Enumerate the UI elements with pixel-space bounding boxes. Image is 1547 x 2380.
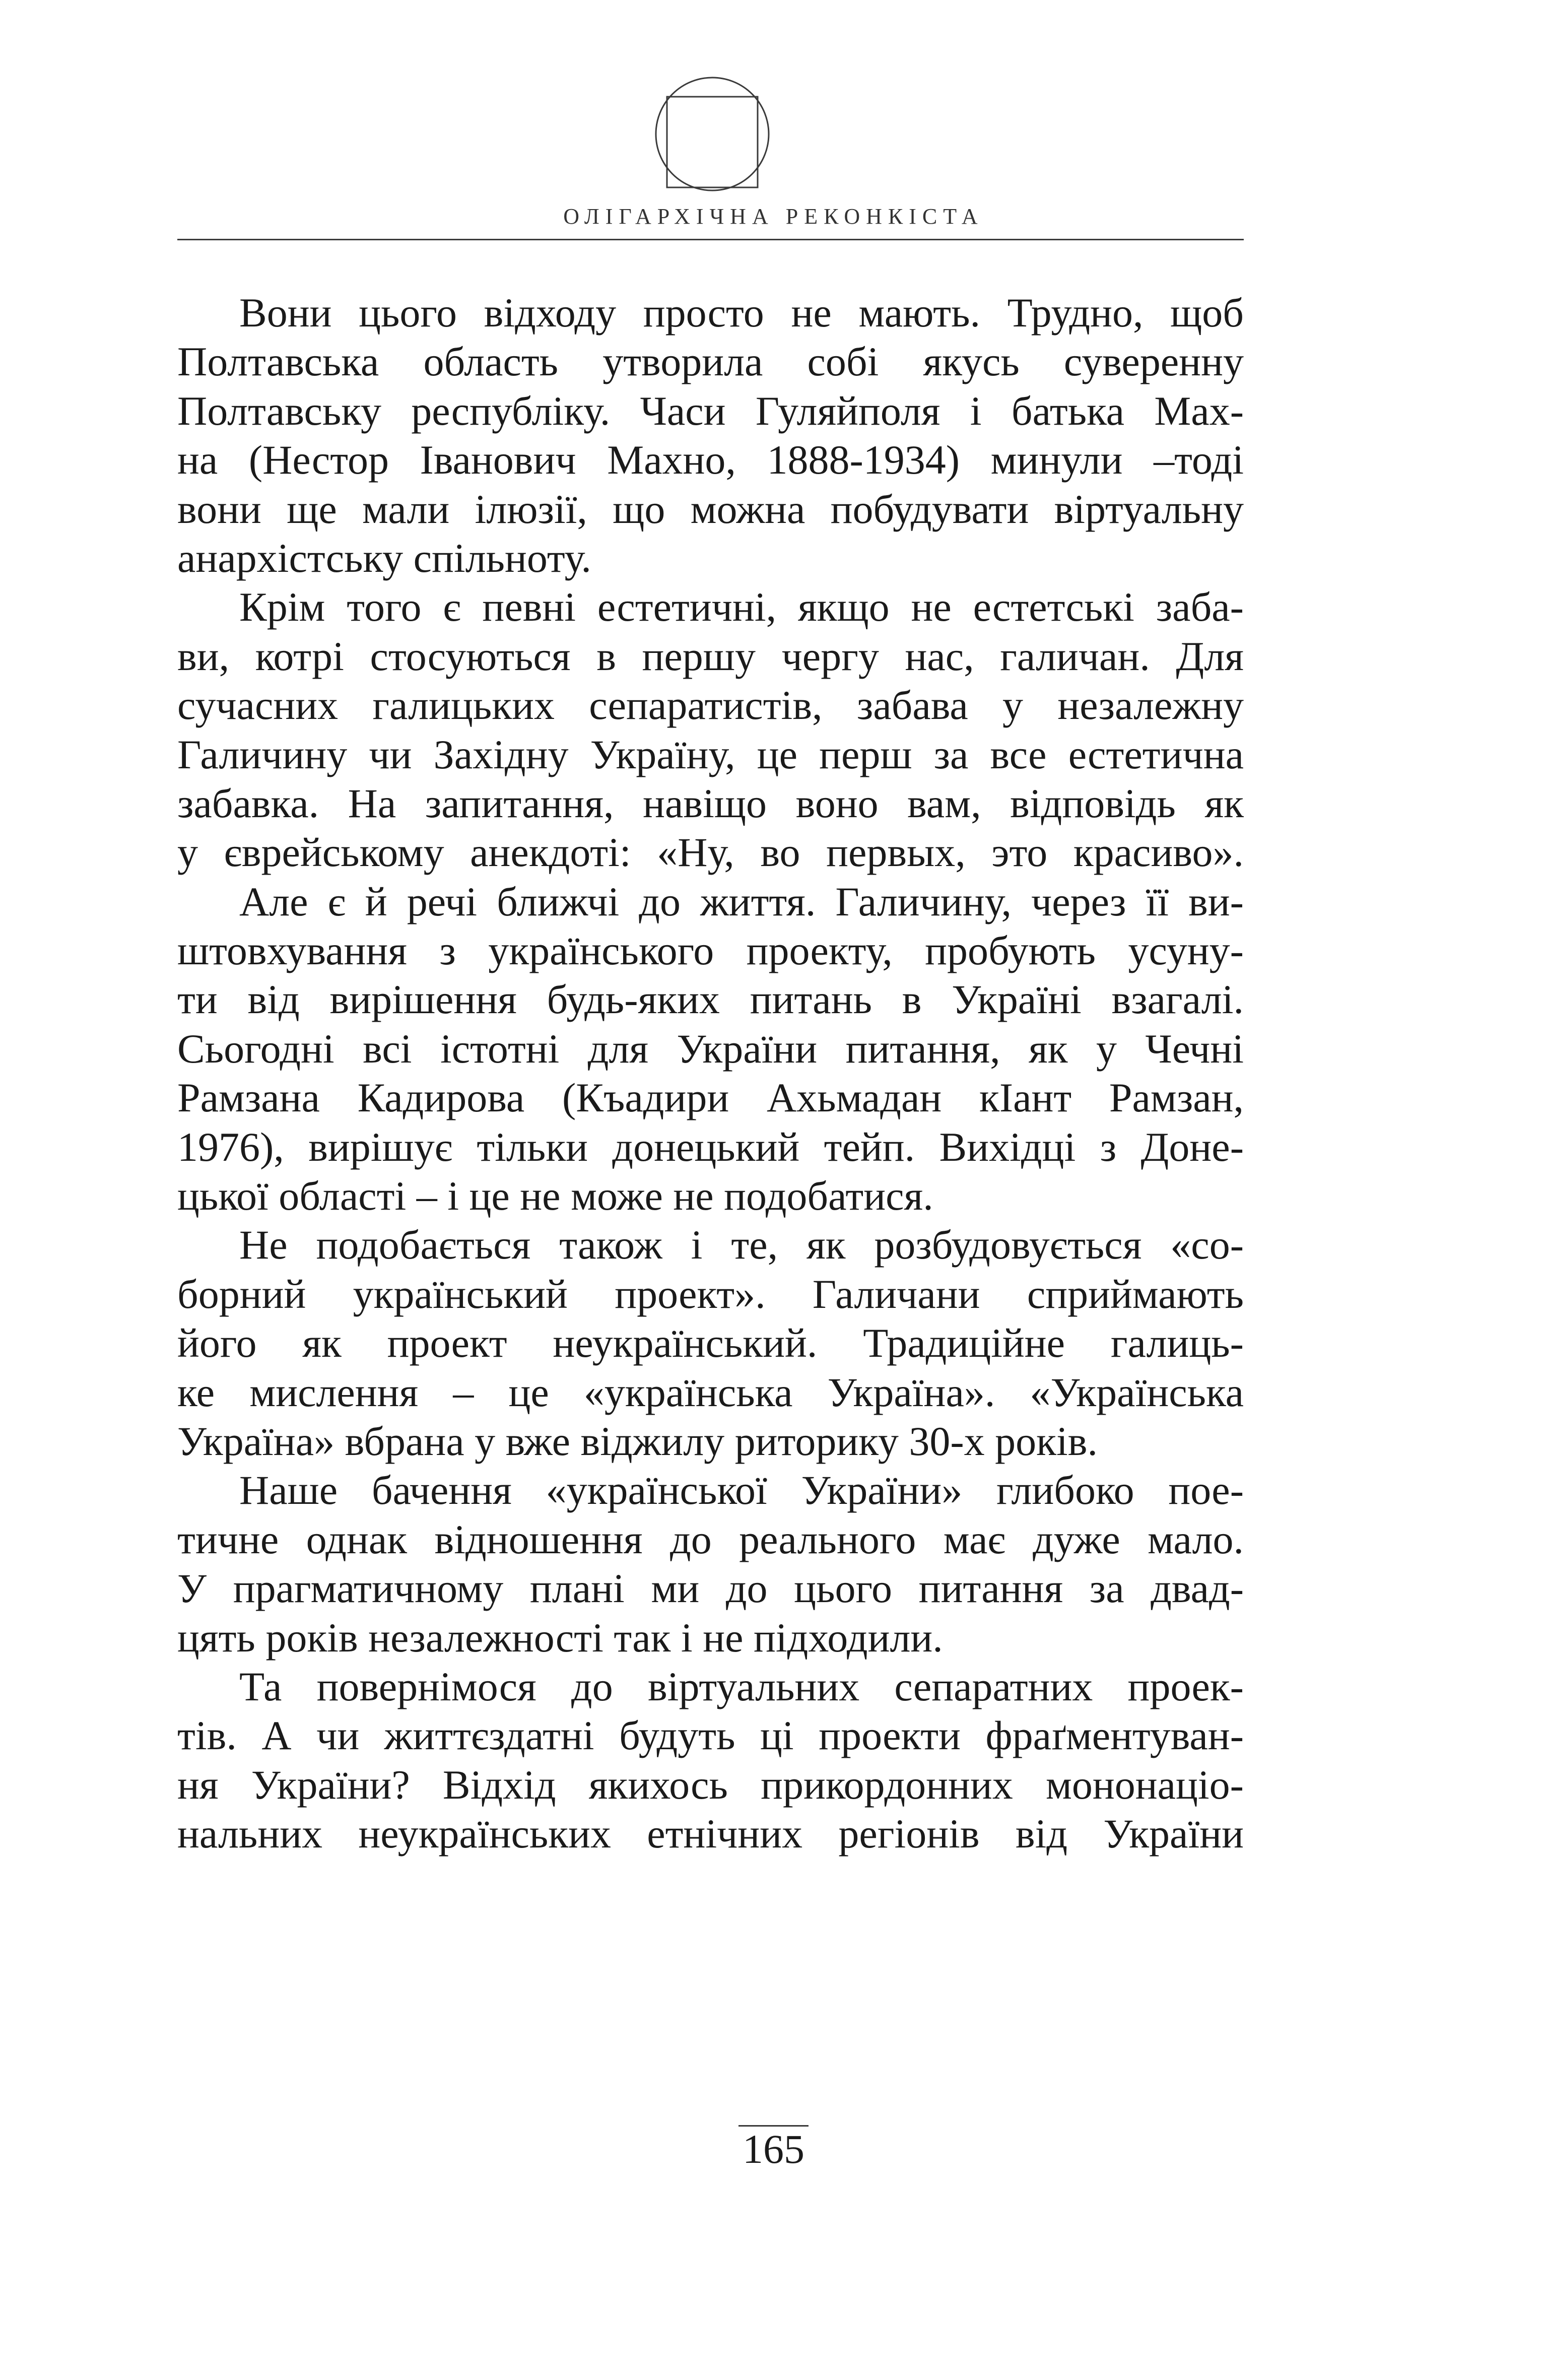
text-line: забавка. На запитання, навіщо воно вам, відповідь як [177, 780, 1244, 826]
circle-square-emblem-icon [654, 76, 771, 192]
text-line: Та повернімося до віртуальних сепаратних проек- [239, 1663, 1244, 1709]
text-line: цять років незалежності так і не підходили. [177, 1614, 943, 1661]
text-line: ти від вирішення будь-яких питань в Україні взагалі. [177, 976, 1244, 1023]
text-line: анархістську спільноту. [177, 535, 591, 581]
text-line: Галичину чи Західну Україну, це перш за все естетична [177, 731, 1244, 777]
text-line: Полтавську республіку. Часи Гуляйполя і батька Мах- [177, 387, 1244, 434]
text-line: Наше бачення «української України» глибоко пое- [239, 1467, 1244, 1513]
text-line: Рамзана Кадирова (Къадири Ахьмадан кІант Рамзан, [177, 1075, 1244, 1121]
body-text [177, 288, 1244, 1859]
text-line: Крім того є певні естетичні, якщо не естетські заба- [239, 584, 1244, 630]
text-line: штовхування з українського проекту, пробують усуну- [177, 928, 1244, 974]
running-title: ОЛІГАРХІЧНА РЕКОНКІСТА [563, 204, 984, 229]
text-line: Не подобається також і те, як розбудовується «со- [239, 1222, 1244, 1268]
text-line: сучасних галицьких сепаратистів, забава у незалежну [177, 682, 1244, 729]
text-line: ня України? Відхід якихось прикордонних мононаціо- [177, 1761, 1244, 1808]
text-line: нальних неукраїнських етнічних регіонів від України [177, 1811, 1244, 1857]
text-line: Сьогодні всі істотні для України питання, як у Чечні [177, 1025, 1244, 1072]
text-line: Полтавська область утворила собі якусь суверенну [177, 339, 1244, 385]
text-line: тичне однак відношення до реального має дуже мало. [177, 1516, 1244, 1562]
text-line: ке мислення – це «українська Україна». «Українська [177, 1369, 1244, 1415]
text-line: Україна» вбрана у вже віджилу риторику 30-х років. [177, 1418, 1098, 1464]
text-line: 1976), вирішує тільки донецький тейп. Вихідці з Доне- [177, 1123, 1244, 1170]
text-line: тів. А чи життєздатні будуть ці проекти фраґментуван- [177, 1712, 1244, 1759]
text-line: у єврейському анекдоті: «Ну, во первых, это красиво». [177, 829, 1244, 876]
text-line: вони ще мали ілюзії, що можна побудувати віртуальну [177, 486, 1244, 532]
text-line: на (Нестор Іванович Махно, 1888-1934) минули –тоді [177, 437, 1244, 483]
page-footer [0, 2125, 1547, 2172]
text-line: Вони цього відходу просто не мають. Трудно, щоб [239, 290, 1244, 336]
page-number: 165 [738, 2125, 809, 2172]
text-line: його як проект неукраїнський. Традиційне галиць- [177, 1320, 1244, 1366]
text-line: борний український проект». Галичани сприймають [177, 1271, 1244, 1317]
text-line: Але є й речі ближчі до життя. Галичину, через її ви- [239, 878, 1244, 924]
text-line: ви, котрі стосуються в першу чергу нас, галичан. Для [177, 633, 1244, 679]
header-rule [177, 239, 1244, 240]
text-line: цької області – і це не може не подобатися. [177, 1173, 933, 1219]
text-line: У прагматичному плані ми до цього питання за двад- [177, 1565, 1244, 1612]
